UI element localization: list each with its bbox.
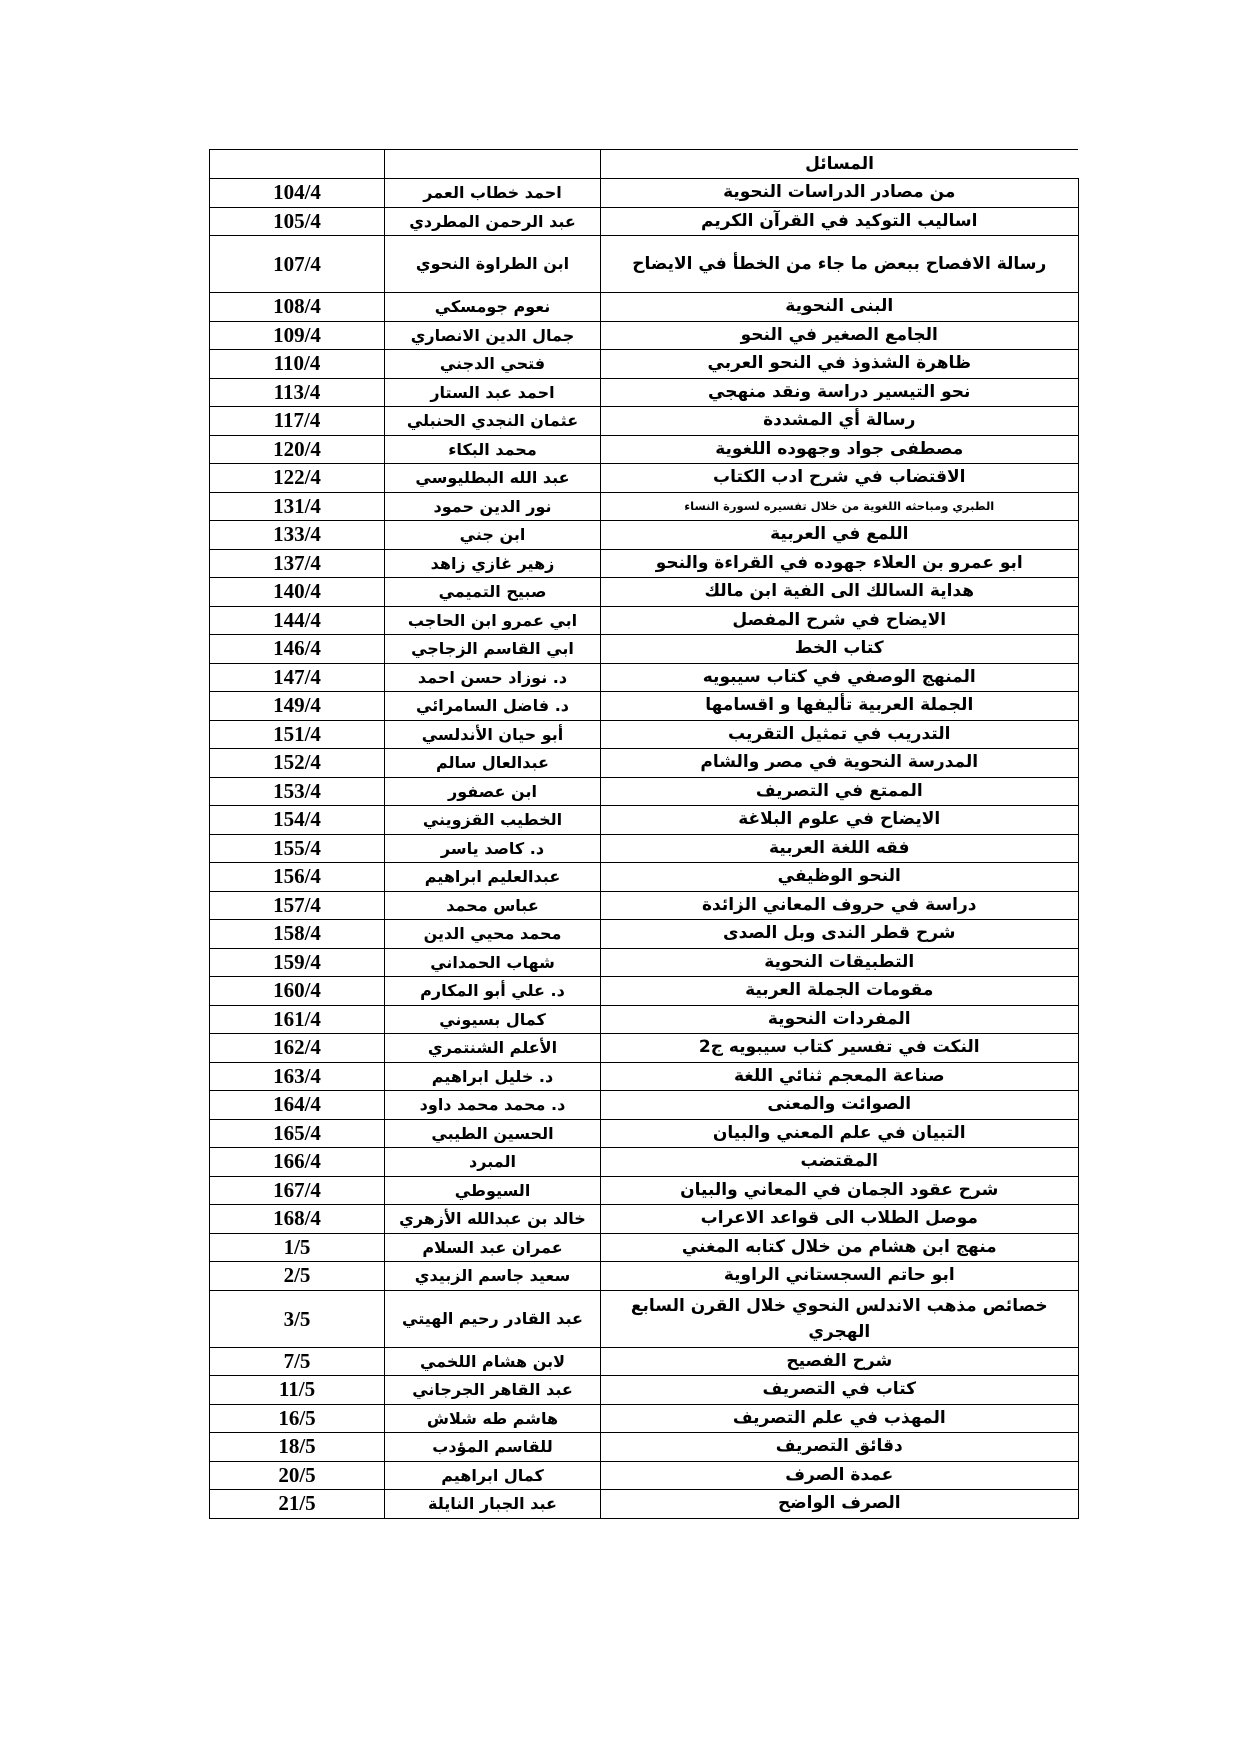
book-title-cell: المدرسة النحوية في مصر والشام <box>601 749 1079 778</box>
book-title-cell: الجامع الصغير في النحو <box>601 321 1079 350</box>
shelf-number-cell: 16/5 <box>210 1404 385 1433</box>
table-row <box>210 1062 1079 1091</box>
table-row <box>210 692 1079 721</box>
book-title-cell: المهذب في علم التصريف <box>601 1404 1079 1433</box>
table-row <box>210 321 1079 350</box>
header-title-cell: المسائل <box>601 150 1079 179</box>
table-row <box>210 1205 1079 1234</box>
shelf-number-cell: 20/5 <box>210 1461 385 1490</box>
author-cell: كمال ابراهيم <box>385 1461 601 1490</box>
book-title-cell: اللمع في العربية <box>601 521 1079 550</box>
header-author-cell <box>385 150 601 179</box>
shelf-number-cell: 156/4 <box>210 863 385 892</box>
book-title-cell: هداية السالك الى الفية ابن مالك <box>601 578 1079 607</box>
shelf-number-cell: 104/4 <box>210 179 385 208</box>
book-title-cell: المفردات النحوية <box>601 1005 1079 1034</box>
table-row <box>210 1262 1079 1291</box>
author-cell: كمال بسيوني <box>385 1005 601 1034</box>
table-row <box>210 378 1079 407</box>
book-title-cell: خصائص مذهب الاندلس النحوي خلال القرن السابع الهجري <box>601 1290 1079 1347</box>
book-title-cell: الايضاح في علوم البلاغة <box>601 806 1079 835</box>
author-cell: المبرد <box>385 1148 601 1177</box>
author-cell: د. محمد محمد داود <box>385 1091 601 1120</box>
table-row <box>210 1490 1079 1519</box>
author-cell: د. كاصد ياسر <box>385 834 601 863</box>
shelf-number-cell: 144/4 <box>210 606 385 635</box>
author-cell: عمران عبد السلام <box>385 1233 601 1262</box>
table-row <box>210 293 1079 322</box>
author-cell: عبد القاهر الجرجاني <box>385 1376 601 1405</box>
table-row <box>210 777 1079 806</box>
author-cell: هاشم طه شلاش <box>385 1404 601 1433</box>
author-cell: عبد الله البطليوسي <box>385 464 601 493</box>
table-row <box>210 1091 1079 1120</box>
shelf-number-cell: 140/4 <box>210 578 385 607</box>
shelf-number-cell: 18/5 <box>210 1433 385 1462</box>
table-row <box>210 948 1079 977</box>
shelf-number-cell: 120/4 <box>210 435 385 464</box>
table-row <box>210 350 1079 379</box>
shelf-number-cell: 165/4 <box>210 1119 385 1148</box>
book-title-cell: دقائق التصريف <box>601 1433 1079 1462</box>
shelf-number-cell: 160/4 <box>210 977 385 1006</box>
author-cell: عبدالعال سالم <box>385 749 601 778</box>
author-cell: أبو حيان الأندلسي <box>385 720 601 749</box>
shelf-number-cell: 137/4 <box>210 549 385 578</box>
book-title-cell: شرح عقود الجمان في المعاني والبيان <box>601 1176 1079 1205</box>
table-row <box>210 207 1079 236</box>
table-row <box>210 863 1079 892</box>
author-cell: ابن عصفور <box>385 777 601 806</box>
table-row <box>210 834 1079 863</box>
table-row <box>210 549 1079 578</box>
table-row <box>210 179 1079 208</box>
author-cell: نعوم جومسكي <box>385 293 601 322</box>
author-cell: د. فاضل السامرائي <box>385 692 601 721</box>
table-row <box>210 1404 1079 1433</box>
table-row <box>210 1347 1079 1376</box>
shelf-number-cell: 7/5 <box>210 1347 385 1376</box>
table-row <box>210 891 1079 920</box>
author-cell: محمد محيي الدين <box>385 920 601 949</box>
book-title-cell: مقومات الجملة العربية <box>601 977 1079 1006</box>
shelf-number-cell: 157/4 <box>210 891 385 920</box>
author-cell: عثمان النجدي الحنبلي <box>385 407 601 436</box>
book-title-cell: البنى النحوية <box>601 293 1079 322</box>
book-title-cell: صناعة المعجم ثنائي اللغة <box>601 1062 1079 1091</box>
table-row <box>210 1119 1079 1148</box>
shelf-number-cell: 168/4 <box>210 1205 385 1234</box>
shelf-number-cell: 1/5 <box>210 1233 385 1262</box>
book-title-cell: النحو الوظيفي <box>601 863 1079 892</box>
shelf-number-cell: 162/4 <box>210 1034 385 1063</box>
shelf-number-cell: 151/4 <box>210 720 385 749</box>
author-cell: ابي عمرو ابن الحاجب <box>385 606 601 635</box>
shelf-number-cell: 113/4 <box>210 378 385 407</box>
book-title-cell: شرح قطر الندى وبل الصدى <box>601 920 1079 949</box>
author-cell: ابن جني <box>385 521 601 550</box>
shelf-number-cell: 3/5 <box>210 1290 385 1347</box>
table-row <box>210 920 1079 949</box>
author-cell: صبيح التميمي <box>385 578 601 607</box>
author-cell: الخطيب القزويني <box>385 806 601 835</box>
table-row <box>210 635 1079 664</box>
book-title-cell: دراسة في حروف المعاني الزائدة <box>601 891 1079 920</box>
shelf-number-cell: 164/4 <box>210 1091 385 1120</box>
table-row <box>210 1176 1079 1205</box>
book-title-cell: من مصادر الدراسات النحوية <box>601 179 1079 208</box>
author-cell: محمد البكاء <box>385 435 601 464</box>
shelf-number-cell: 159/4 <box>210 948 385 977</box>
table-row <box>210 578 1079 607</box>
table-row <box>210 435 1079 464</box>
book-title-cell: الايضاح في شرح المفصل <box>601 606 1079 635</box>
table-row <box>210 749 1079 778</box>
book-title-cell: رسالة الافصاح ببعض ما جاء من الخطأ في الايضاح <box>601 236 1079 293</box>
author-cell: عباس محمد <box>385 891 601 920</box>
author-cell: خالد بن عبدالله الأزهري <box>385 1205 601 1234</box>
shelf-number-cell: 155/4 <box>210 834 385 863</box>
table-row <box>210 1233 1079 1262</box>
book-title-cell: التطبيقات النحوية <box>601 948 1079 977</box>
author-cell: د. نوزاد حسن احمد <box>385 663 601 692</box>
book-title-cell: مصطفى جواد وجهوده اللغوية <box>601 435 1079 464</box>
author-cell: فتحي الدجني <box>385 350 601 379</box>
shelf-number-cell: 105/4 <box>210 207 385 236</box>
shelf-number-cell: 163/4 <box>210 1062 385 1091</box>
shelf-number-cell: 11/5 <box>210 1376 385 1405</box>
table-row <box>210 521 1079 550</box>
author-cell: احمد عبد الستار <box>385 378 601 407</box>
shelf-number-cell: 117/4 <box>210 407 385 436</box>
catalog-sheet <box>209 149 1048 1519</box>
shelf-number-cell: 146/4 <box>210 635 385 664</box>
book-title-cell: المقتضب <box>601 1148 1079 1177</box>
book-title-cell: شرح الفصيح <box>601 1347 1079 1376</box>
shelf-number-cell: 110/4 <box>210 350 385 379</box>
shelf-number-cell: 167/4 <box>210 1176 385 1205</box>
author-cell: ابي القاسم الزجاجي <box>385 635 601 664</box>
author-cell: شهاب الحمداني <box>385 948 601 977</box>
table-header-row <box>210 150 1079 179</box>
book-title-cell: ابو حاتم السجستاني الراوية <box>601 1262 1079 1291</box>
shelf-number-cell: 147/4 <box>210 663 385 692</box>
book-title-cell: النكت في تفسير كتاب سيبويه ج2 <box>601 1034 1079 1063</box>
book-title-cell: فقه اللغة العربية <box>601 834 1079 863</box>
catalog-table <box>209 149 1079 1519</box>
book-title-cell: موصل الطلاب الى قواعد الاعراب <box>601 1205 1079 1234</box>
book-title-cell: التبيان في علم المعني والبيان <box>601 1119 1079 1148</box>
table-row <box>210 1376 1079 1405</box>
shelf-number-cell: 131/4 <box>210 492 385 521</box>
table-row <box>210 236 1079 293</box>
author-cell: نور الدين حمود <box>385 492 601 521</box>
book-title-cell: ابو عمرو بن العلاء جهوده في القراءة والنحو <box>601 549 1079 578</box>
table-row <box>210 806 1079 835</box>
shelf-number-cell: 107/4 <box>210 236 385 293</box>
book-title-cell: نحو التيسير دراسة ونقد منهجي <box>601 378 1079 407</box>
table-row <box>210 1290 1079 1347</box>
table-row <box>210 1034 1079 1063</box>
book-title-cell: الجملة العربية تأليفها و اقسامها <box>601 692 1079 721</box>
author-cell: سعيد جاسم الزبيدي <box>385 1262 601 1291</box>
author-cell: الأعلم الشنتمري <box>385 1034 601 1063</box>
book-title-cell: ظاهرة الشذوذ في النحو العربي <box>601 350 1079 379</box>
author-cell: عبد الرحمن المطردي <box>385 207 601 236</box>
table-row <box>210 1461 1079 1490</box>
author-cell: عبدالعليم ابراهيم <box>385 863 601 892</box>
author-cell: عبد القادر رحيم الهيتي <box>385 1290 601 1347</box>
book-title-cell: عمدة الصرف <box>601 1461 1079 1490</box>
author-cell: د. علي أبو المكارم <box>385 977 601 1006</box>
book-title-cell: كتاب في التصريف <box>601 1376 1079 1405</box>
book-title-cell: اساليب التوكيد في القرآن الكريم <box>601 207 1079 236</box>
book-title-cell: الطبري ومباحثه اللغوية من خلال تفسيره لسورة النساء <box>601 492 1079 521</box>
book-title-cell: رسالة أي المشددة <box>601 407 1079 436</box>
catalog-body <box>210 150 1079 1519</box>
author-cell: د. خليل ابراهيم <box>385 1062 601 1091</box>
author-cell: ابن الطراوة النحوي <box>385 236 601 293</box>
author-cell: الحسين الطيبي <box>385 1119 601 1148</box>
table-row <box>210 977 1079 1006</box>
author-cell: السيوطي <box>385 1176 601 1205</box>
author-cell: زهير غازي زاهد <box>385 549 601 578</box>
shelf-number-cell: 2/5 <box>210 1262 385 1291</box>
book-title-cell: الممتع في التصريف <box>601 777 1079 806</box>
author-cell: لابن هشام اللخمي <box>385 1347 601 1376</box>
book-title-cell: الاقتضاب في شرح ادب الكتاب <box>601 464 1079 493</box>
table-row <box>210 407 1079 436</box>
author-cell: عبد الجبار النايلة <box>385 1490 601 1519</box>
shelf-number-cell: 166/4 <box>210 1148 385 1177</box>
table-row <box>210 464 1079 493</box>
shelf-number-cell: 133/4 <box>210 521 385 550</box>
shelf-number-cell: 109/4 <box>210 321 385 350</box>
author-cell: جمال الدين الانصاري <box>385 321 601 350</box>
table-row <box>210 492 1079 521</box>
shelf-number-cell: 152/4 <box>210 749 385 778</box>
table-row <box>210 1148 1079 1177</box>
table-row <box>210 1433 1079 1462</box>
table-row <box>210 663 1079 692</box>
author-cell: احمد خطاب العمر <box>385 179 601 208</box>
table-row <box>210 720 1079 749</box>
header-number-cell <box>210 150 385 179</box>
author-cell: للقاسم المؤدب <box>385 1433 601 1462</box>
table-row <box>210 1005 1079 1034</box>
shelf-number-cell: 154/4 <box>210 806 385 835</box>
shelf-number-cell: 158/4 <box>210 920 385 949</box>
shelf-number-cell: 122/4 <box>210 464 385 493</box>
book-title-cell: المنهج الوصفي في كتاب سيبويه <box>601 663 1079 692</box>
shelf-number-cell: 108/4 <box>210 293 385 322</box>
book-title-cell: منهج ابن هشام من خلال كتابه المغني <box>601 1233 1079 1262</box>
table-row <box>210 606 1079 635</box>
book-title-cell: كتاب الخط <box>601 635 1079 664</box>
shelf-number-cell: 21/5 <box>210 1490 385 1519</box>
book-title-cell: الصرف الواضح <box>601 1490 1079 1519</box>
book-title-cell: الصوائت والمعنى <box>601 1091 1079 1120</box>
shelf-number-cell: 153/4 <box>210 777 385 806</box>
shelf-number-cell: 161/4 <box>210 1005 385 1034</box>
shelf-number-cell: 149/4 <box>210 692 385 721</box>
book-title-cell: التدريب في تمثيل التقريب <box>601 720 1079 749</box>
